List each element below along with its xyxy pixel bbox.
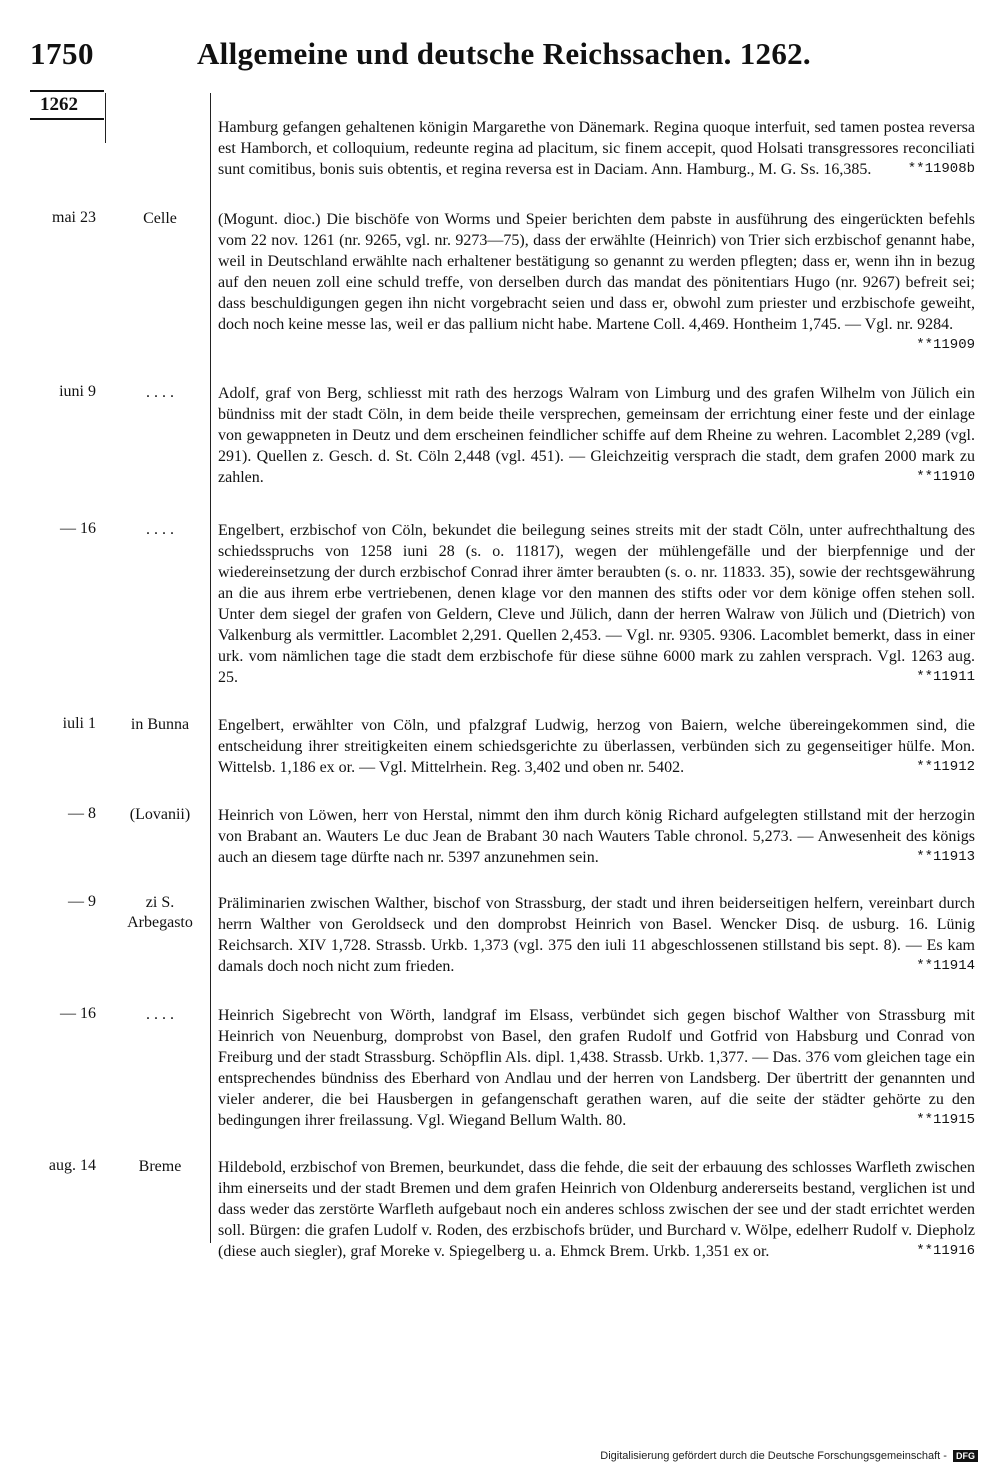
entry-number: **11910 xyxy=(916,469,975,485)
entry-date: iuli 1 xyxy=(62,715,96,732)
entry-number: **11916 xyxy=(916,1243,975,1259)
entry-place: (Lovanii) xyxy=(129,806,191,823)
entry-body: Engelbert, erzbischof von Cöln, bekundet die beilegung seines streits mit der stadt Cöln, unter aufrechthaltung des schiedsspruchs von 1258 iuni 28 (s. o. 11817), wegen der mühlengefälle und der bierpfennige und der wiedereinsetzung der durch erzbischof Conrad ihrer ämter beraubten (s. o. nr. 11833. 35), sowie der rechtsgewährung an die aus ihrem erbe vertriebenen, denen klage vor den mannen des stifts oder vor dem könige offen stehen soll. Unter dem siegel der grafen von Geldern, Cleve und Jülich, dann der herren Walraw von Jülich und (Dietrich) von Valkenburg als vermittler. Lacomblet 2,291. Quellen 2,453. — Vgl. nr. 9305. 9306. Lacomblet bemerkt, dass in einer urk. vom nämlichen tage die stadt dem erzbischofe für diese sühne 6000 mark zu zahlen versprach. Vgl. 1263 aug. 25. xyxy=(218,522,975,686)
entry-text xyxy=(218,893,975,977)
year-label: 1262 xyxy=(40,94,78,115)
entry-number: **11911 xyxy=(916,669,975,685)
entry-number: **11915 xyxy=(916,1112,975,1128)
entry-number: **11912 xyxy=(916,759,975,775)
year-box xyxy=(30,90,104,120)
page-number: 1750 xyxy=(30,36,94,71)
entry-text xyxy=(218,1005,975,1131)
entry-date: — 16 xyxy=(60,520,96,537)
entry-body: Präliminarien zwischen Walther, bischof von Strassburg, der stadt und ihren beiderseitigen helfern, vereinbart durch herrn Walther von Geroldseck und den domprobst Heinrich von Basel. Wencker Disq. de usburg. 16. Lünig Reichsarch. XIV 1,728. Strassb. Urkb. 1,373 (vgl. 375 den iuli 11 abgeschlossenen stillstand bis sept. 8). — Es kam damals doch noch nicht zum frieden. xyxy=(218,895,975,975)
entry-place: Breme xyxy=(138,1158,182,1175)
entry-place: Celle xyxy=(143,210,177,227)
entry-date: — 16 xyxy=(60,1005,96,1022)
entry-place: . . . . xyxy=(146,521,174,538)
entry-text xyxy=(218,715,975,778)
entry-text xyxy=(218,383,975,488)
entry-place: . . . . xyxy=(146,1006,174,1023)
footer xyxy=(600,1450,978,1462)
page-header xyxy=(0,0,1000,90)
entry-body: Hamburg gefangen gehaltenen königin Margarethe von Dänemark. Regina quoque interfuit, sed tamen postea reversa est Hamborch, et colloquium, redeunte regina ad placitum, sic finem accepit, quod Holsati transgressores reconciliati sunt comitibus, bonis suis obtentis, et regina reversa est in Daciam. Ann. Hamburg., M. G. Ss. 16,385. xyxy=(218,119,975,178)
entry-text xyxy=(218,520,975,688)
entry-number: **11913 xyxy=(916,849,975,865)
dfg-logo: DFG xyxy=(953,1450,978,1462)
entry-body: Adolf, graf von Berg, schliesst mit rath des herzogs Walram von Limburg und des grafen Wilhelm von Jülich ein bündniss mit der stadt Cöln, in dem beide theile versprechen, gemeinsam der errichtung einer feste und der einlage von gewappneten in Deutz und dem erscheinen feindlicher schiffe auf dem Rheine zu wehren. Lacomblet 2,289 (vgl. 291). Quellen z. Gesch. d. St. Cöln 2,448 (vgl. 451). — Gleichzeitig versprach die stadt, dem grafen 2000 mark zu zahlen. xyxy=(218,385,975,486)
entry-text xyxy=(218,1157,975,1262)
page-title: Allgemeine und deutsche Reichssachen. 1262. xyxy=(197,36,811,71)
entry-number: **11908b xyxy=(907,161,975,177)
footer-credit: Digitalisierung gefördert durch die Deutsche Forschungsgemeinschaft - xyxy=(600,1450,947,1462)
entry-number: **11914 xyxy=(916,958,975,974)
entry-place: . . . . xyxy=(146,384,174,401)
entry-body: Hildebold, erzbischof von Bremen, beurkundet, dass die fehde, die seit der erbauung des schlosses Warfleth zwischen ihm einerseits und der stadt Bremen und dem grafen Heinrich von Oldenburg andererseits bestand, verglichen ist und dass weder das zerstörte Warfleth aufgebaut noch ein anderes schloss zwischen der see und der stadt errichtet werden soll. Bürgen: die grafen Ludolf v. Roden, des erzbischofs brüder, und Burchard v. Wölpe, edelherr Rudolf v. Diepholz (diese auch siegler), graf Moreke v. Spiegelberg u. a. Ehmck Brem. Urkb. 1,351 ex or. xyxy=(218,1159,975,1260)
entry-number: **11909 xyxy=(916,337,975,353)
entry-text xyxy=(218,805,975,868)
column-divider-left xyxy=(105,93,106,143)
entry-body: Heinrich Sigebrecht von Wörth, landgraf im Elsass, verbündet sich gegen bischof Walther von Strassburg mit Heinrich von Neuenburg, domprobst von Basel, den grafen Rudolf und Gotfrid von Habsburg und Conrad von Freiburg und der stadt Strassburg. Schöpflin Als. dipl. 1,438. Strassb. Urkb. 1,377. — Das. 376 vom gleichen tage ein entsprechendes bündniss des Eberhard von Andlau und der herren von Landsberg. Der übertritt der genannten und vieler anderer, die bei Hausbergen in gefangenschaft gerathen waren, auf die seite der städter gehörte zu den bedingungen ihrer freilassung. Vgl. Wiegand Bellum Walth. 80. xyxy=(218,1007,975,1129)
entry-place: in Bunna xyxy=(130,716,190,733)
entry-date: iuni 9 xyxy=(59,383,96,400)
entry-text xyxy=(218,117,975,180)
entry-body: Engelbert, erwählter von Cöln, und pfalzgraf Ludwig, herzog von Baiern, welche übereingekommen sind, die entscheidung ihrer streitigkeiten einem schiedsgerichte zu überlassen, verbünden sich zu gegenseitiger hülfe. Mon. Wittelsb. 1,186 ex or. — Vgl. Mittelrhein. Reg. 3,402 und oben nr. 5402. xyxy=(218,717,975,776)
entry-text xyxy=(218,209,975,356)
entry-date: — 9 xyxy=(68,893,96,910)
entry-body: (Mogunt. dioc.) Die bischöfe von Worms und Speier berichten dem pabste in ausführung des eingerückten befehls vom 22 nov. 1261 (nr. 9265, vgl. nr. 9273—75), dass der erwählte (Heinrich) von Trier sich erzbischof genannt habe, weil in Deutschland erwählte nach erhaltener bestätigung so genannt zu werden pflegten; dass er, wenn ihn in bezug auf den neuen zoll eine schuld treffe, von derselben durch das mandat des pönitentiars Hugo (nr. 9267) befreit sei; dass beschuldigungen gegen ihn nicht vorgebracht seien und dass er, obwohl zum priester und erzbischofe geweiht, doch noch keine messe las, weil er das pallium nicht habe. Martene Coll. 4,469. Hontheim 1,745. — Vgl. nr. 9284. xyxy=(218,211,975,333)
column-divider-right xyxy=(210,93,211,1243)
entry-date: — 8 xyxy=(68,805,96,822)
entry-date: aug. 14 xyxy=(48,1157,96,1174)
entry-body: Heinrich von Löwen, herr von Herstal, nimmt den ihm durch könig Richard aufgelegten stillstand mit der herzogin von Brabant an. Wauters Le duc Jean de Brabant 30 nach Wauters Table chronol. 5,273. — Anwesenheit des königs auch an diesem tage dürfte nach nr. 5397 anzunehmen sein. xyxy=(218,807,975,866)
entry-date: mai 23 xyxy=(52,209,96,226)
entry-place: zi S. Arbegasto xyxy=(127,894,193,931)
